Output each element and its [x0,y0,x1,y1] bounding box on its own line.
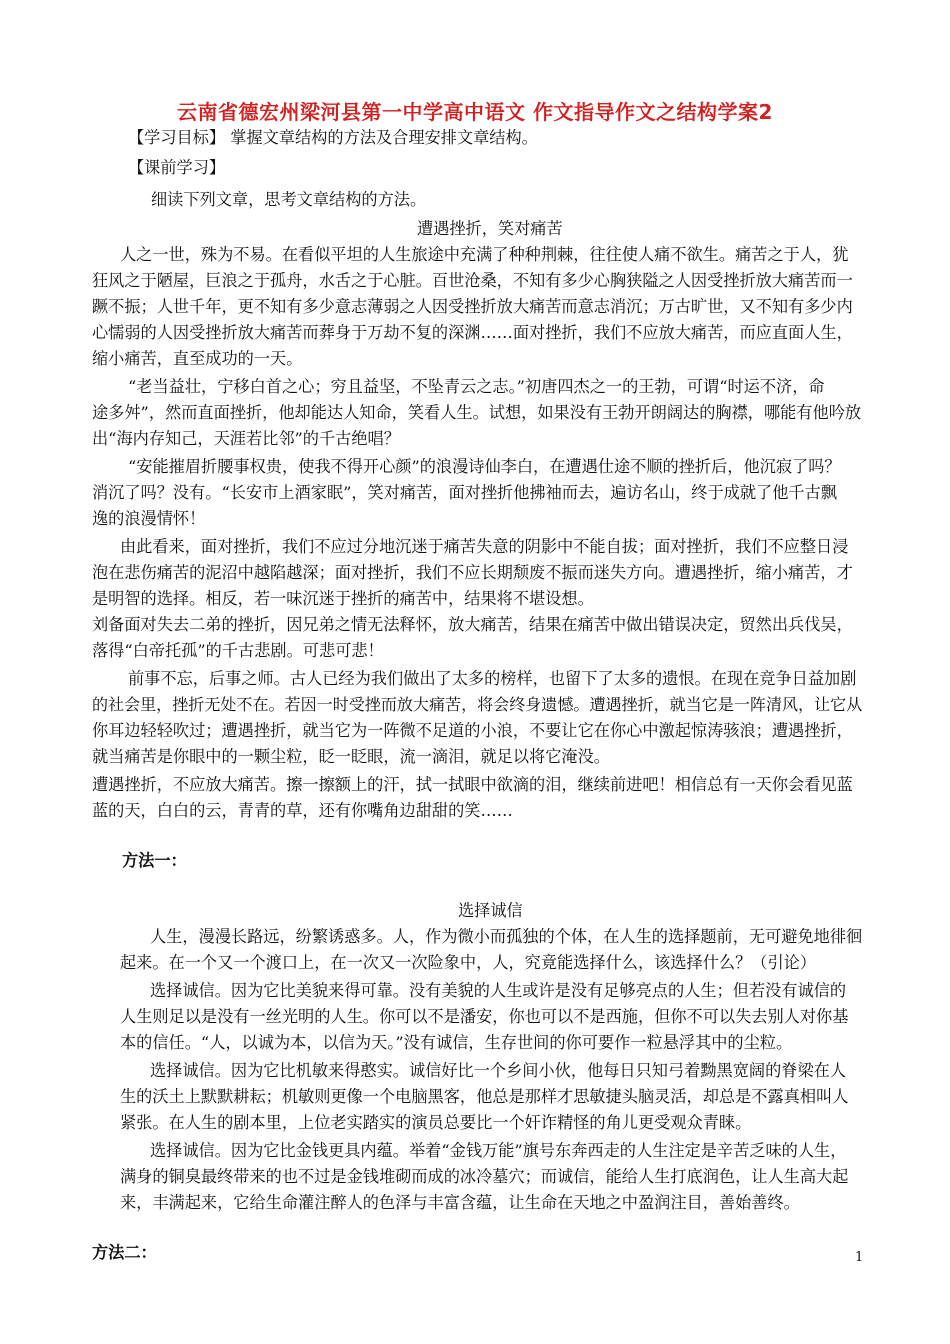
essay1-line: 出“海内存知己，天涯若比邻”的千古绝唱？ [92,429,400,448]
page-number: 1 [855,1250,864,1265]
essay2-line: 来，丰满起来，它给生命灌注醉人的色泽与丰富含蕴，让生命在天地之中盈润注目，善始善终。 [120,1193,800,1212]
essay1-line: 逸的浪漫情怀！ [92,509,206,528]
essay1-line: 由此看来，面对挫折，我们不应过分地沉迷于痛苦失意的阴影中不能自拔；面对挫折，我们不应整日浸 [120,537,849,556]
essay1-line: 遭遇挫折，不应放大痛苦。擦一擦额上的汗，拭一拭眼中欲滴的泪，继续前进吧！相信总有一天你会看见蓝 [92,775,853,794]
essay1-line: 泡在悲伤痛苦的泥沼中越陷越深；面对挫折，我们不应长期颓废不振而迷失方向。遭遇挫折，缩小痛苦，才 [92,563,853,582]
method1-label: 方法一： [122,851,187,870]
essay1-line: 是明智的选择。相反，若一味沉迷于挫折的痛苦中，结果将不堪设想。 [92,589,594,608]
essay1-line: 消沉了吗？没有。“长安市上酒家眠”，笑对痛苦，面对挫折他拂袖而去，遍访名山，终于成就了他千古飘 [92,483,837,502]
essay2-line: 选择诚信。因为它比金钱更具内蕴。举着“金钱万能”旗号东奔西走的人生注定是辛苦乏味的人生， [150,1141,847,1160]
essay1-line: 蓝的天，白白的云，青青的草，还有你嘴角边甜甜的笑…… [92,801,513,820]
essay2-line: 人生则足以是没有一丝光明的人生。你可以不是潘安，你也可以不是西施，但你不可以失去别人对你基 [120,1007,849,1026]
essay1-line: 缩小痛苦，直至成功的一天。 [92,349,303,368]
learning-goal [128,125,538,151]
goal-label: 【学习目标】 [128,128,226,147]
document-title: 云南省德宏州梁河县第一中学高中语文 作文指导作文之结构学案2 [177,100,773,124]
essay1-line: 心懦弱的人因受挫折放大痛苦而葬身于万劫不复的深渊……面对挫折，我们不应放大痛苦，而应直面人生， [92,323,853,342]
essay2-line: 选择诚信。因为它比机敏来得憨实。诚信好比一个乡间小伙，他每日只知弓着黝黑宽阔的脊梁在人 [150,1061,847,1080]
essay2-line: 人生，漫漫长路远，纷繁诱惑多。人，作为微小而孤独的个体，在人生的选择题前，无可避免地徘徊 [150,927,863,946]
prestudy-instruction: 细读下列文章，思考文章结构的方法。 [151,190,427,209]
essay1-line: 就当痛苦是你眼中的一颗尘粒，眨一眨眼，流一滴泪，就足以将它淹没。 [92,747,610,766]
essay2-line: 紧张。在人生的剧本里，上位老实踏实的演员总要比一个奸诈精怪的角儿更受观众青睐。 [120,1113,752,1132]
essay1-line: 落得“白帝托孤”的千古悲剧。可悲可悲！ [92,641,384,660]
essay2-line: 生的沃土上默默耕耘；机敏则更像一个电脑黑客，他总是那样才思敏捷头脑灵活，却总是不露真相叫人 [120,1087,849,1106]
essay1-line: “老当益壮，宁移白首之心；穷且益坚，不坠青云之志。”初唐四杰之一的王勃，可谓“时运不济，命 [128,377,825,396]
essay1-line: 途多舛”，然而直面挫折，他却能达人知命，笑看人生。试想，如果没有王勃开朗阔达的胸襟，哪能有他吟放 [92,403,862,422]
essay1-line: 蹶不振；人世千年，更不知有多少意志薄弱之人因受挫折放大痛苦而意志消沉；万古旷世，又不知有多少内 [92,297,853,316]
essay1-line: 人之一世，殊为不易。在看似平坦的人生旅途中充满了种种荆棘，往往使人痛不欲生。痛苦之于人，犹 [120,245,849,264]
essay2-line: 满身的铜臭最终带来的也不过是金钱堆砌而成的冰冷墓穴；而诚信，能给人生打底润色，让人生高大起 [120,1167,849,1186]
essay1-title: 遭遇挫折，笑对痛苦 [417,219,563,238]
essay1-line: 的社会里，挫折无处不在。若因一时受挫而放大痛苦，将会终身遗憾。遭遇挫折，就当它是一阵清风，让它从 [92,695,863,714]
essay1-line: 你耳边轻轻吹过；遭遇挫折，就当它为一阵微不足道的小浪，不要让它在你心中激起惊涛骇浪；遭遇挫折， [92,721,853,740]
essay2-line: 起来。在一个又一个渡口上，在一次又一次险象中，人，究竟能选择什么，该选择什么？（引论） [120,953,817,972]
essay1-line: 狂风之于陋屋，巨浪之于孤舟，水舌之于心脏。百世沧桑，不知有多少心胸狭隘之人因受挫折放大痛苦而一 [92,271,853,290]
essay2-line: 本的信任。“人，以诚为本，以信为天。”没有诚信，生存世间的你可要作一粒悬浮其中的尘粒。 [120,1033,793,1052]
prestudy-label: 【课前学习】 [128,158,226,177]
essay2-line: 选择诚信。因为它比美貌来得可靠。没有美貌的人生或许是没有足够亮点的人生；但若没有诚信的 [150,981,847,1000]
essay1-line: 前事不忘，后事之师。古人已经为我们做出了太多的榜样，也留下了太多的遗恨。在现在竞争日益加剧 [128,669,857,688]
essay1-line: “安能摧眉折腰事权贵，使我不得开心颜”的浪漫诗仙李白，在遭遇仕途不顺的挫折后，他沉寂了吗？ [128,457,841,476]
goal-text: 掌握文章结构的方法及合理安排文章结构。 [230,128,538,147]
method2-label: 方法二： [92,1243,157,1262]
essay2-title: 选择诚信 [458,901,523,920]
essay1-line: 刘备面对失去二弟的挫折，因兄弟之情无法释怀，放大痛苦，结果在痛苦中做出错误决定，贸然出兵伐吴， [92,615,853,634]
